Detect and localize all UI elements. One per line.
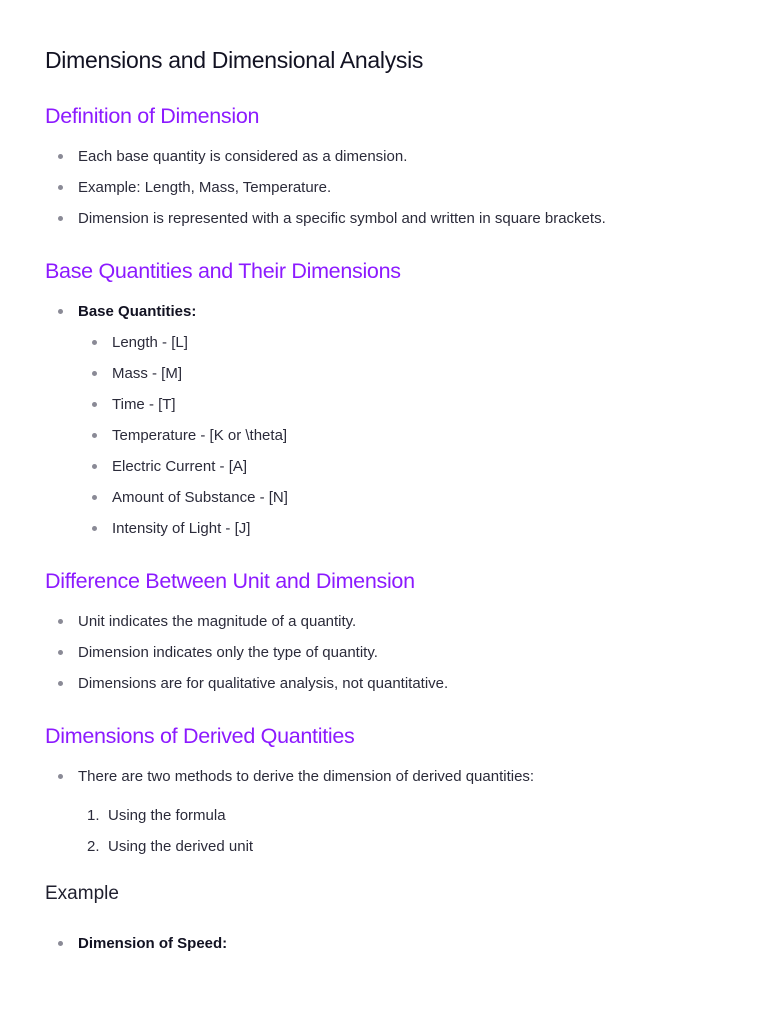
- list-item: Time - [T]: [45, 389, 288, 420]
- difference-list: [45, 606, 448, 699]
- list-item: Dimension is represented with a specific symbol and written in square brackets.: [45, 203, 606, 234]
- derived-list: [45, 761, 534, 792]
- list-item: Intensity of Light - [J]: [45, 513, 288, 544]
- heading-difference: Difference Between Unit and Dimension: [45, 569, 415, 593]
- example-label: Dimension of Speed:: [78, 935, 228, 952]
- heading-base-quantities: Base Quantities and Their Dimensions: [45, 259, 401, 283]
- list-item: [45, 928, 227, 959]
- page-title: Dimensions and Dimensional Analysis: [45, 47, 424, 73]
- example-list: [45, 928, 227, 959]
- list-item: Temperature - [K or \theta]: [45, 420, 288, 451]
- definition-list: [45, 141, 606, 234]
- base-quantities-label: Base Quantities:: [78, 303, 197, 320]
- list-item: Each base quantity is considered as a dimension.: [45, 141, 606, 172]
- list-item: Electric Current - [A]: [45, 451, 288, 482]
- base-quantities-list: [45, 296, 196, 327]
- derived-methods-list: [45, 800, 253, 862]
- base-quantities-sublist: [45, 327, 288, 544]
- list-number: 1.: [87, 807, 100, 824]
- list-item: [45, 800, 253, 831]
- list-item: Dimension indicates only the type of quantity.: [45, 637, 448, 668]
- list-number: 2.: [87, 838, 100, 855]
- list-item: Mass - [M]: [45, 358, 288, 389]
- heading-example: Example: [45, 883, 119, 904]
- list-item: Length - [L]: [45, 327, 288, 358]
- list-text: Using the formula: [108, 807, 226, 824]
- heading-definition: Definition of Dimension: [45, 104, 260, 128]
- list-text: Using the derived unit: [108, 838, 254, 855]
- list-item: Amount of Substance - [N]: [45, 482, 288, 513]
- list-item: Unit indicates the magnitude of a quantity.: [45, 606, 448, 637]
- list-item: Example: Length, Mass, Temperature.: [45, 172, 606, 203]
- heading-derived-quantities: Dimensions of Derived Quantities: [45, 724, 355, 748]
- list-item: [45, 831, 253, 862]
- list-item: There are two methods to derive the dimension of derived quantities:: [45, 761, 534, 792]
- list-item: [45, 296, 196, 327]
- list-item: Dimensions are for qualitative analysis, not quantitative.: [45, 668, 448, 699]
